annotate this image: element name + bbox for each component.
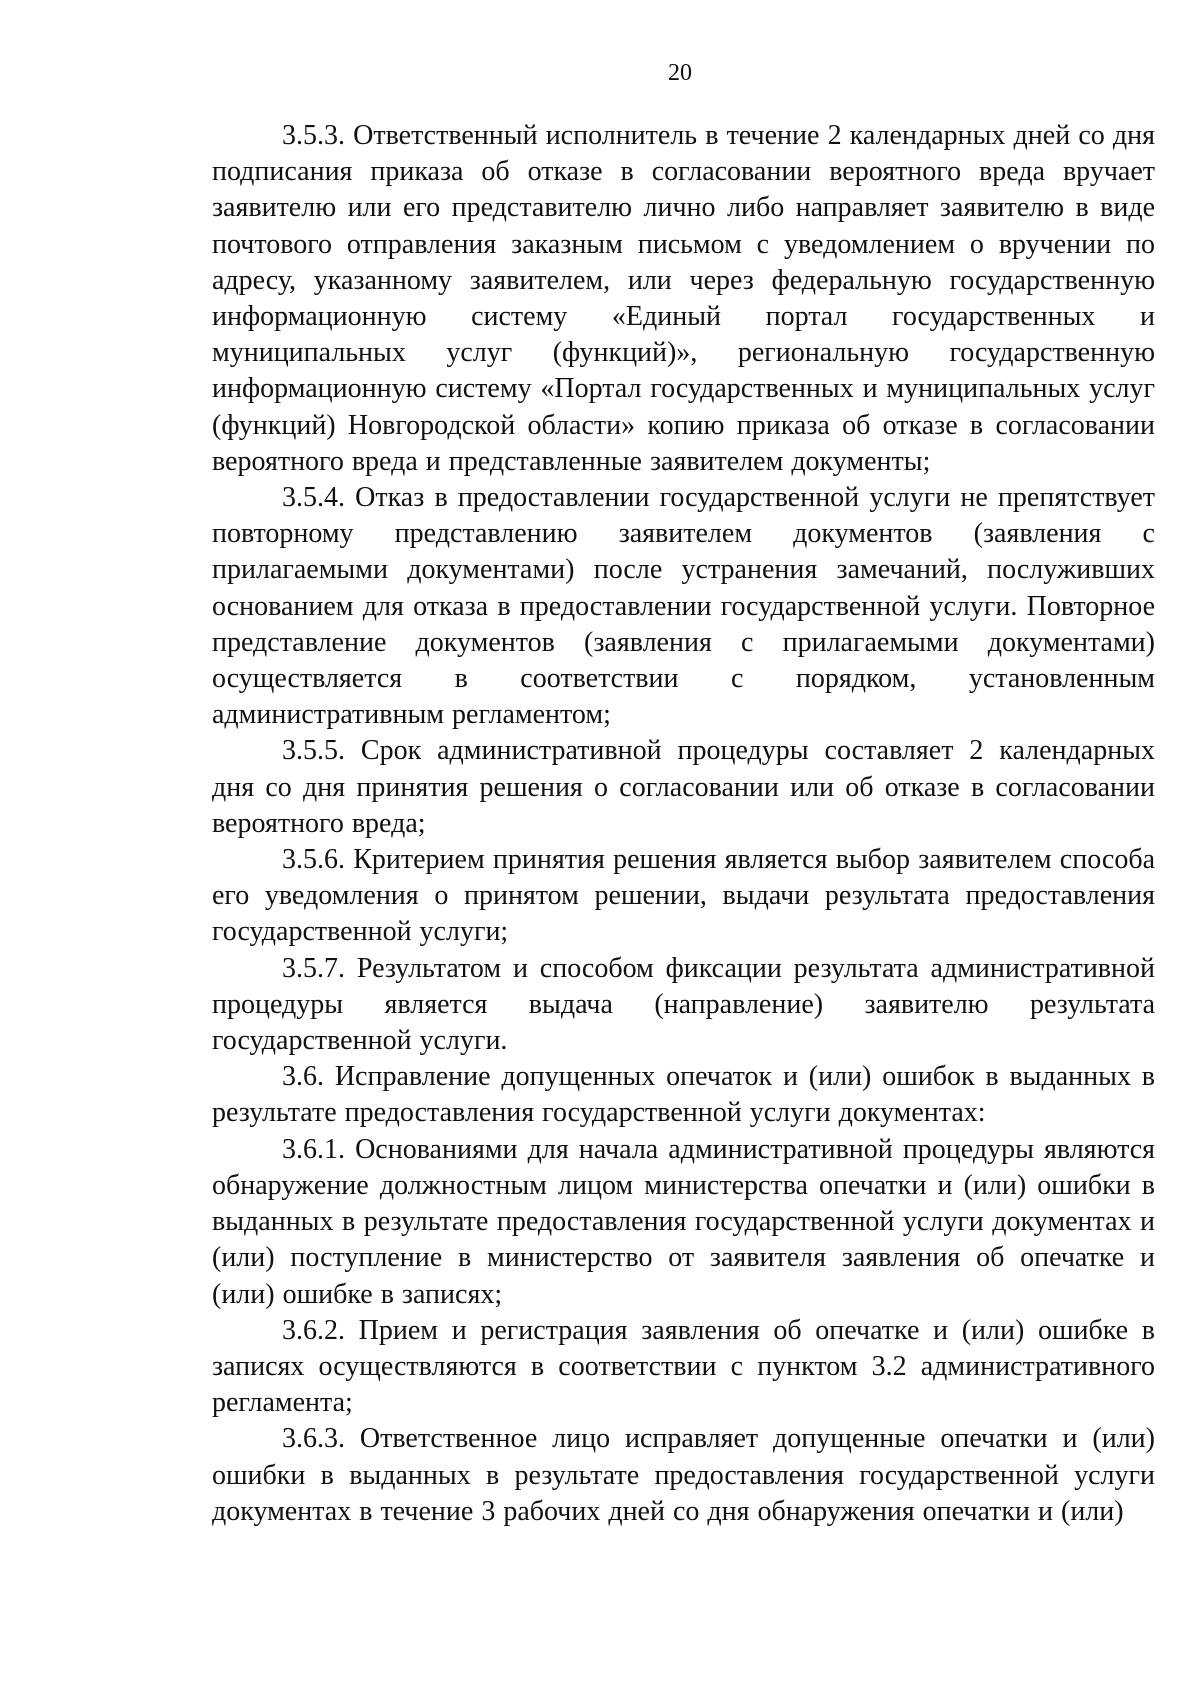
paragraph-3-5-6: 3.5.6. Критерием принятия решения является выбор заявителем способа его уведомления о принятом решении, выдачи результата предоставления государственной услуги;	[212, 844, 1155, 948]
paragraph-3-6-1: 3.6.1. Основаниями для начала административной процедуры являются обнаружение должностным лицом министерства опечатки и (или) ошибки в выданных в результате предоставления государственной услуги документах и (или) поступление в министерство от заявителя заявления об опечатке и (или) ошибке в записях;	[212, 1133, 1155, 1310]
paragraph-3-6-3: 3.6.3. Ответственное лицо исправляет допущенные опечатки и (или) ошибки в выданных в результате предоставления государственной услуги документах в течение 3 рабочих дней со дня обнаружения опечатки и (или)	[212, 1423, 1155, 1527]
paragraph-3-5-5: 3.5.5. Срок административной процедуры составляет 2 календарных дня со дня принятия решения о согласовании или об отказе в согласовании вероятного вреда;	[212, 735, 1155, 839]
paragraph-3-5-7: 3.5.7. Результатом и способом фиксации результата административной процедуры является выдача (направление) заявителю результата государственной услуги.	[212, 952, 1155, 1057]
page-number: 20	[668, 60, 692, 86]
document-body	[212, 118, 1155, 1530]
paragraph-3-5-3: 3.5.3. Ответственный исполнитель в течение 2 календарных дней со дня подписания приказа об отказе в согласовании вероятного вреда вручает заявителю или его представителю лично либо направляет заявителю в виде почтового отправления заказным письмом с уведомлением о вручении по адресу, указанному заявителем, или через федеральную государственную информационную систему «Единый портал государственных и муниципальных услуг (функций)», региональную государственную информационную систему «Портал государственных и муниципальных услуг (функций) Новгородской области» копию приказа об отказе в согласовании вероятного вреда и представленные заявителем документы;	[212, 120, 1155, 477]
paragraph-3-5-4: 3.5.4. Отказ в предоставлении государственной услуги не препятствует повторному представлению заявителем документов (заявления с прилагаемыми документами) после устранения замечаний, послуживших основанием для отказа в предоставлении государственной услуги. Повторное представление документов (заявления с прилагаемыми документами) осуществляется в соответствии с порядком, установленным административным регламентом;	[212, 482, 1155, 731]
paragraph-3-6: 3.6. Исправление допущенных опечаток и (или) ошибок в выданных в результате предоставления государственной услуги документах:	[212, 1061, 1155, 1129]
paragraph-3-6-2: 3.6.2. Прием и регистрация заявления об опечатке и (или) ошибке в записях осуществляются в соответствии с пунктом 3.2 административного регламента;	[212, 1314, 1155, 1419]
